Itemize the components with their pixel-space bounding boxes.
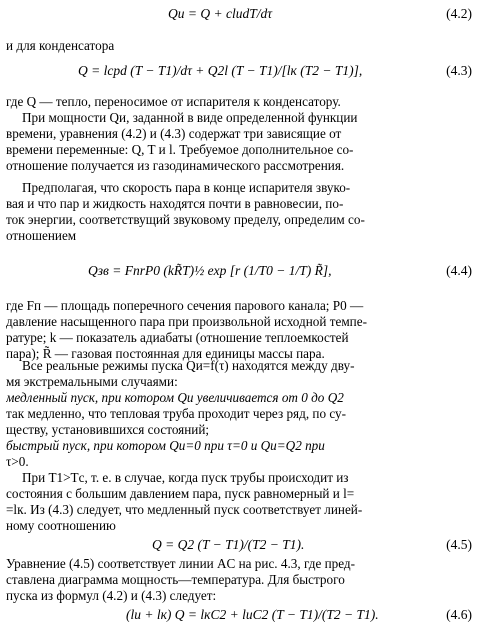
text-line: вая и что пар и жидкость находятся почти в равновесии, по- xyxy=(6,196,344,211)
equation-number: (4.6) xyxy=(446,607,472,622)
equation-formula: Q = Q2 (T − T1)/(T2 − T1). xyxy=(152,537,305,552)
text-line: ток энергии, соответствущий звуковому пределу, определим со- xyxy=(6,212,365,227)
equation-number: (4.5) xyxy=(446,537,472,552)
text-line: ному соотношению xyxy=(6,518,116,533)
text-line: так медленно, что тепловая труба проходит через ряд, по су- xyxy=(6,406,347,421)
text-line: времени переменные: Q, T и l. Требуемое дополнительное со- xyxy=(6,142,354,157)
text-line: где Fп — площадь поперечного сечения парового канала; P0 — xyxy=(6,298,364,313)
text-line: отношение получается из газодинамического рассмотрения. xyxy=(6,158,345,173)
equation-number: (4.3) xyxy=(446,63,472,78)
equation-formula: Qзв = FпrP0 (kR̃T)½ exp [r (1/T0 − 1/T) R̃], xyxy=(88,263,332,278)
text-line: ратуре; k — показатель адиабаты (отношение теплоемкостей xyxy=(6,330,349,345)
text-line: При T1>Tс, т. е. в случае, когда пуск трубы происходит из xyxy=(22,470,349,485)
text-line: давление насыщенного пара при произвольной исходной темпе- xyxy=(6,314,367,329)
text-line: Все реальные режимы пуска Qи=f(τ) находятся между дву- xyxy=(22,358,355,373)
equation-formula: Qи = Q + clиdT/dτ xyxy=(168,6,273,21)
text-line: Предполагая, что скорость пара в конце испарителя звуко- xyxy=(22,180,351,195)
text-line: мя экстремальными случаями: xyxy=(6,374,178,389)
text-line: времени, уравнения (4.2) и (4.3) содержат три зависящие от xyxy=(6,126,342,141)
equation-number: (4.4) xyxy=(446,263,472,278)
equation-formula: Q = lcрd (T − T1)/dτ + Q2l (T − T1)/[lк (T2 − T1)], xyxy=(78,63,363,78)
text-line: медленный пуск, при котором Qи увеличивается от 0 до Q2 xyxy=(6,390,344,405)
text-line: τ>0. xyxy=(6,454,29,469)
text-line: быстрый пуск, при котором Qи=0 при τ=0 и Qи=Q2 при xyxy=(6,438,325,453)
text-line: ставлена диаграмма мощность—температура. Для быстрого xyxy=(6,572,345,587)
text-line: отношением xyxy=(6,228,77,243)
text-line: ществу, установившихся состояний; xyxy=(6,422,210,437)
text-line: пара); R̃ — газовая постоянная для единицы массы пара. xyxy=(6,346,325,361)
text-line: состояния с большим давлением пара, пуск равномерный и l= xyxy=(6,486,355,501)
text-line: =lк. Из (4.3) следует, что медленный пуск соответствует линей- xyxy=(6,502,363,517)
equation-formula: (lи + lк) Q = lкC2 + lиC2 (T − T1)/(T2 − T1). xyxy=(126,607,379,622)
text-line: где Q — тепло, переносимое от испарителя к конденсатору. xyxy=(6,94,341,109)
text-line: пуска из формул (4.2) и (4.3) следует: xyxy=(6,588,217,603)
text-line: и для конденсатора xyxy=(6,38,115,53)
text-line: Уравнение (4.5) соответствует линии AC на рис. 4.3, где пред- xyxy=(6,556,356,571)
text-line: При мощности Qи, заданной в виде определенной функции xyxy=(22,110,358,125)
equation-number: (4.2) xyxy=(446,6,472,21)
